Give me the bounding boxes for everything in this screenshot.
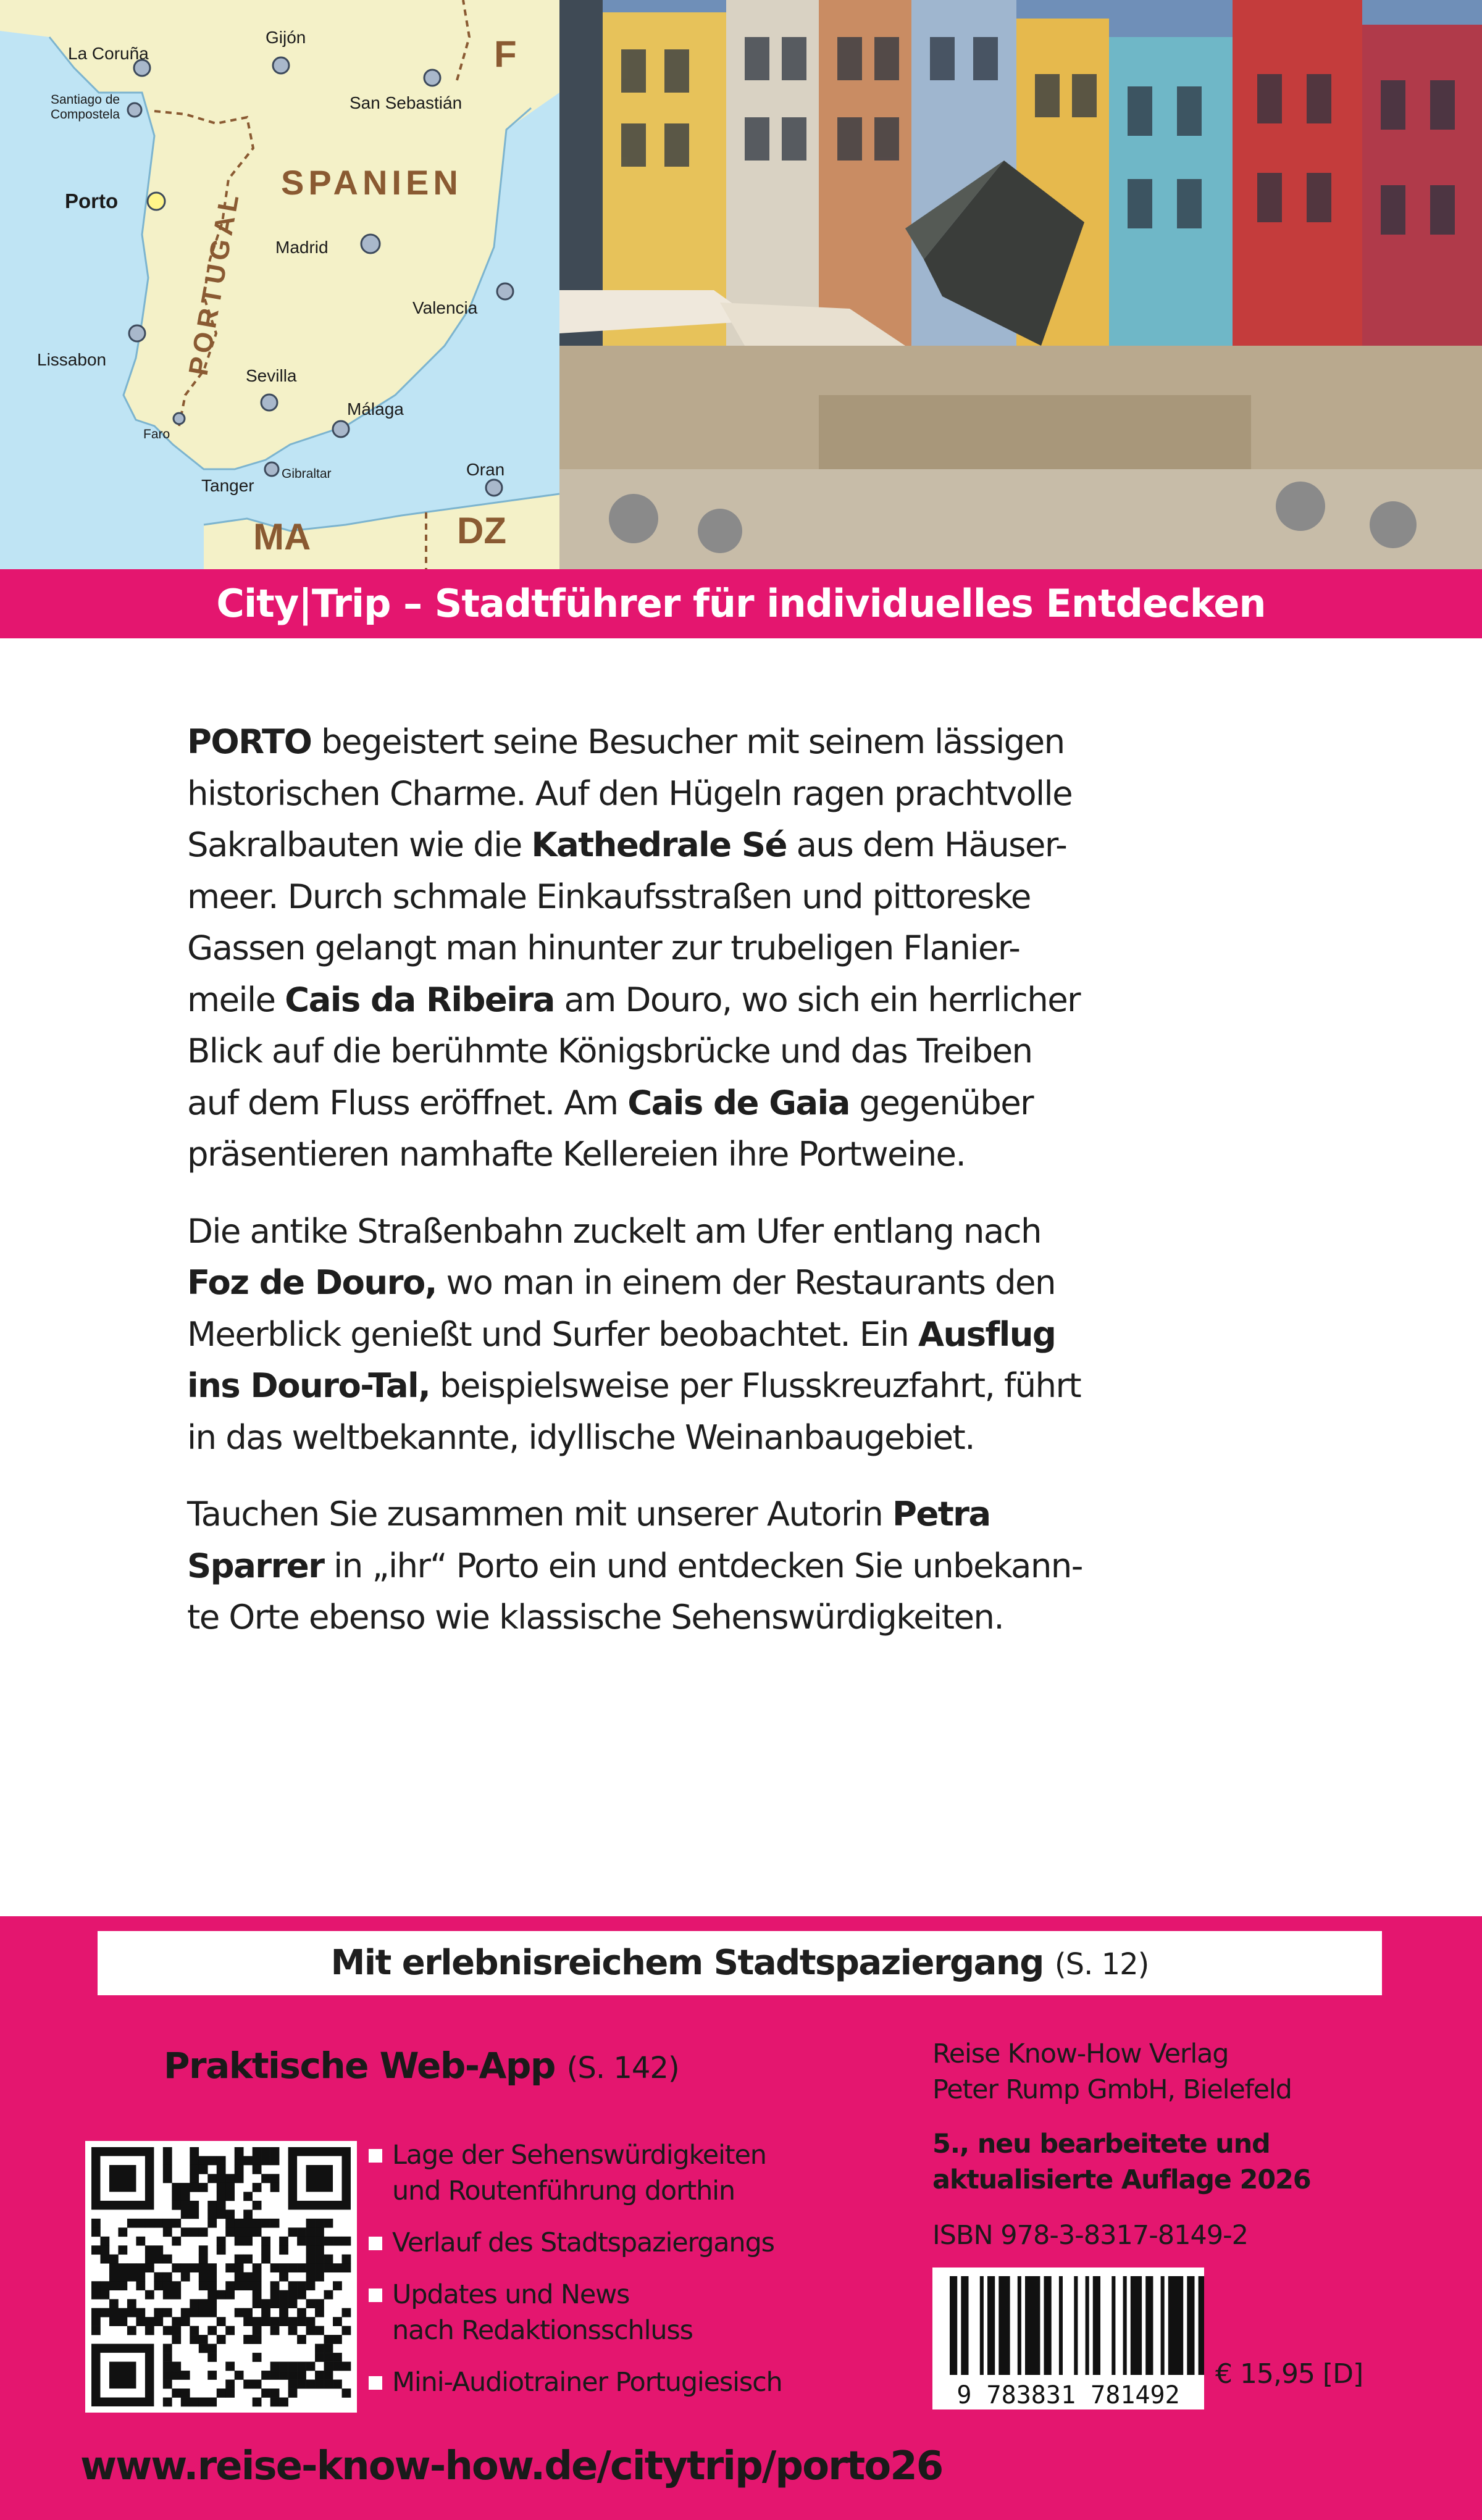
feature-item — [369, 2137, 924, 2209]
highlight-term: Petra — [892, 1494, 990, 1533]
text-run: in das weltbekannte, idyllische Weinanbaugebiet. — [187, 1417, 974, 1457]
series-banner: City|Trip – Stadtführer für individuelles Entdecken — [0, 569, 1482, 638]
map-label-france: F — [494, 33, 517, 75]
edition-line-1: 5., neu bearbeitete und — [932, 2129, 1270, 2159]
text-line — [187, 974, 1348, 1026]
text-run: Sakralbauten wie die — [187, 825, 532, 864]
text-run: Tauchen Sie zusammen mit unserer Autorin — [187, 1494, 892, 1533]
square-bullet-icon — [369, 2237, 382, 2250]
text-run: in „ihr“ Porto ein und entdecken Sie unbekann- — [324, 1545, 1082, 1585]
walk-box — [98, 1931, 1382, 1995]
highlight-term: Cais de Gaia — [627, 1082, 850, 1122]
price: € 15,95 [D] — [1215, 2358, 1363, 2390]
text-run: präsentieren namhafte Kellereien ihre Portweine. — [187, 1134, 966, 1174]
text-run: Die antike Straßenbahn zuckelt am Ufer entlang nach — [187, 1211, 1041, 1251]
porto-ribeira-photo — [559, 0, 1482, 569]
text-line — [187, 1540, 1348, 1592]
map-label-oran: Oran — [466, 460, 505, 479]
text-run: wo man in einem der Restaurants den — [436, 1262, 1055, 1302]
paragraph-1 — [187, 716, 1348, 1180]
square-bullet-icon — [369, 2149, 382, 2163]
text-line — [187, 1309, 1348, 1361]
feature-text: nach Redaktionsschluss — [392, 2315, 693, 2346]
highlight-term: Foz de Douro, — [187, 1262, 437, 1302]
text-run: te Orte ebenso wie klassische Sehenswürdigkeiten. — [187, 1597, 1004, 1637]
map-label-portugal: PORTUGAL — [183, 188, 246, 378]
map-label-morocco: MA — [253, 516, 311, 557]
text-line — [187, 716, 1348, 768]
map-label-sevilla: Sevilla — [246, 366, 297, 385]
map-label-santiago-1: Santiago de — [51, 93, 120, 107]
map-label-la-coruna: La Coruña — [68, 44, 149, 63]
qr-code[interactable] — [85, 2141, 357, 2413]
text-run: Gassen gelangt man hinunter zur trubeligen Flanier- — [187, 928, 1020, 967]
feature-text: und Routenführung dorthin — [392, 2176, 735, 2206]
map-label-valencia: Valencia — [412, 298, 478, 317]
highlight-term: Cais da Ribeira — [285, 979, 555, 1019]
feature-list — [369, 2137, 924, 2416]
text-line — [187, 1129, 1348, 1180]
text-run: Meerblick genießt und Surfer beobachtet. Ein — [187, 1314, 918, 1354]
highlight-term: PORTO — [187, 722, 312, 761]
map-label-algeria: DZ — [457, 510, 506, 551]
text-line — [187, 819, 1348, 871]
square-bullet-icon — [369, 2376, 382, 2390]
text-run: Blick auf die berühmte Königsbrücke und das Treiben — [187, 1031, 1032, 1070]
webapp-title-text: Praktische Web-App — [164, 2045, 555, 2087]
map-label-porto: Porto — [65, 190, 119, 212]
map-label-madrid: Madrid — [275, 238, 329, 257]
text-line — [187, 1488, 1348, 1540]
highlight-term: Sparrer — [187, 1545, 324, 1585]
website-url[interactable]: www.reise-know-how.de/citytrip/porto26 — [80, 2443, 943, 2489]
publisher-line-2: Peter Rump GmbH, Bielefeld — [932, 2074, 1292, 2105]
highlight-term: Kathedrale Sé — [531, 825, 787, 864]
feature-text: Lage der Sehenswürdigkeiten — [392, 2140, 766, 2171]
text-line — [187, 922, 1348, 974]
walk-page: (S. 12) — [1054, 1947, 1149, 1982]
text-line — [187, 1077, 1348, 1129]
text-run: aus dem Häuser- — [786, 825, 1067, 864]
text-run: auf dem Fluss eröffnet. Am — [187, 1082, 628, 1122]
text-run: beispielsweise per Flusskreuzfahrt, führt — [430, 1366, 1081, 1405]
text-line — [187, 768, 1348, 820]
map-label-faro: Faro — [143, 427, 170, 441]
isbn: ISBN 978-3-8317-8149-2 — [932, 2220, 1249, 2251]
text-run: meile — [187, 979, 285, 1019]
iberia-map — [0, 0, 559, 569]
map-label-lissabon: Lissabon — [37, 350, 107, 369]
text-run: am Douro, wo sich ein herrlicher — [554, 979, 1080, 1019]
text-line — [187, 1360, 1348, 1412]
map-label-san-sebastian: San Sebastián — [350, 93, 463, 112]
walk-label: Mit erlebnisreichem Stadtspaziergang — [330, 1943, 1044, 1983]
text-run: meer. Durch schmale Einkaufsstraßen und pittoreske — [187, 876, 1031, 916]
barcode-digits: 9 783831 781492 — [957, 2381, 1180, 2409]
map-label-santiago-2: Compostela — [51, 107, 120, 122]
map-label-gijon: Gijón — [266, 28, 306, 47]
webapp-title — [164, 2045, 679, 2087]
text-run: historischen Charme. Auf den Hügeln ragen prachtvolle — [187, 773, 1073, 813]
map-label-gibraltar: Gibraltar — [282, 467, 332, 481]
text-run: gegenüber — [849, 1082, 1033, 1122]
paragraph-3 — [187, 1488, 1348, 1643]
ean-barcode — [932, 2268, 1204, 2409]
highlight-term: ins Douro-Tal, — [187, 1366, 430, 1405]
text-line — [187, 1412, 1348, 1464]
feature-item — [369, 2225, 924, 2261]
publisher-info — [932, 2036, 1402, 2198]
feature-text: Verlauf des Stadtspaziergangs — [392, 2227, 774, 2258]
edition-line-2: aktualisierte Auflage 2026 — [932, 2164, 1311, 2195]
text-line — [187, 1257, 1348, 1309]
text-run: begeistert seine Besucher mit seinem lässigen — [311, 722, 1065, 761]
map-label-spain: SPANIEN — [281, 163, 463, 202]
description-text — [187, 716, 1348, 1669]
feature-text: Updates und News — [392, 2279, 630, 2310]
feature-item — [369, 2277, 924, 2348]
map-label-malaga: Málaga — [347, 399, 404, 419]
highlight-term: Ausflug — [918, 1314, 1056, 1354]
webapp-page: (S. 142) — [566, 2051, 679, 2085]
feature-item — [369, 2364, 924, 2400]
text-line — [187, 871, 1348, 923]
publisher-line-1: Reise Know-How Verlag — [932, 2038, 1229, 2069]
text-line — [187, 1025, 1348, 1077]
map-label-tanger: Tanger — [201, 476, 254, 495]
feature-text: Mini-Audiotrainer Portugiesisch — [392, 2367, 782, 2398]
text-line — [187, 1592, 1348, 1643]
square-bullet-icon — [369, 2288, 382, 2302]
text-line — [187, 1206, 1348, 1258]
paragraph-2 — [187, 1206, 1348, 1464]
